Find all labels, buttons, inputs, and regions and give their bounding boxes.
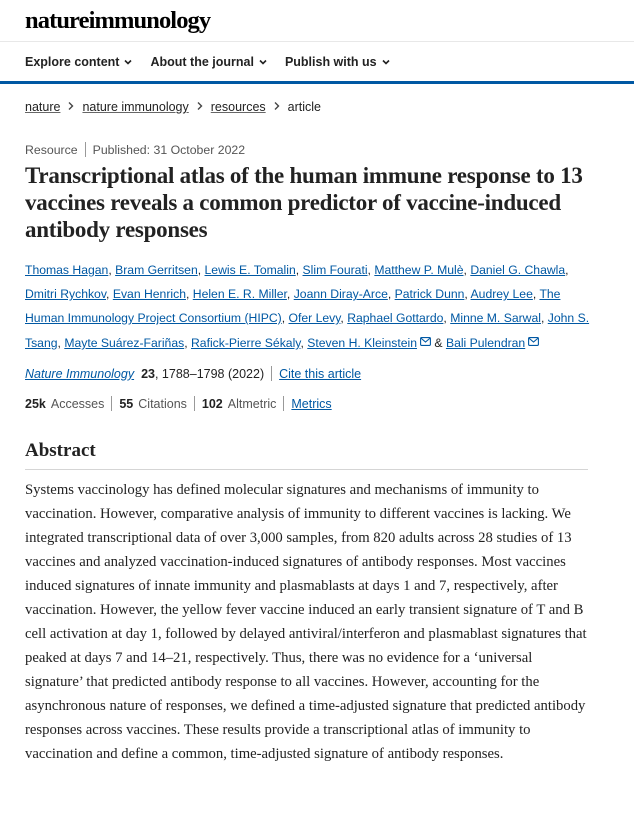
citations-label: Citations <box>138 396 187 411</box>
metric-divider <box>111 396 112 411</box>
altmetric-label: Altmetric <box>227 396 277 411</box>
author-link[interactable]: John S. Tsang <box>25 311 590 350</box>
accesses-count: 25k <box>25 396 46 411</box>
metric-divider <box>194 396 195 411</box>
mail-icon[interactable] <box>528 330 539 339</box>
chevron-right-icon <box>193 100 207 114</box>
author-link[interactable]: Lewis E. Tomalin <box>204 263 296 277</box>
author-link[interactable]: Mayte Suárez-Fariñas <box>64 336 185 350</box>
author-link[interactable]: Matthew P. Mulè <box>374 263 464 277</box>
meta-divider <box>85 142 86 157</box>
journal-link[interactable]: Nature Immunology <box>25 366 135 381</box>
nav-label: Publish with us <box>284 54 377 69</box>
author-link[interactable]: Thomas Hagan <box>25 263 109 277</box>
breadcrumb-link-resources[interactable]: resources <box>210 100 266 114</box>
article-title: Transcriptional atlas of the human immune response to 13 vaccines reveals a common predictor of vaccine-induced antibody responses <box>25 163 583 242</box>
volume: 23 <box>141 366 155 381</box>
author-link[interactable]: Patrick Dunn <box>394 287 465 301</box>
chevron-down-icon <box>381 57 391 67</box>
abstract-heading: Abstract <box>25 440 588 470</box>
citation-line <box>25 366 361 381</box>
author-link[interactable]: Evan Henrich <box>112 287 186 301</box>
author-link[interactable]: Audrey Lee <box>470 287 533 301</box>
author-conjunction: & <box>434 336 443 350</box>
chevron-right-icon <box>270 100 284 114</box>
main-nav <box>0 42 634 84</box>
citations-count: 55 <box>119 396 134 411</box>
published-date: Published: 31 October 2022 <box>92 142 246 157</box>
nav-about-journal[interactable] <box>150 55 267 69</box>
accesses-label: Accesses <box>50 396 105 411</box>
author-link[interactable]: Slim Fourati <box>302 263 368 277</box>
chevron-down-icon <box>123 57 133 67</box>
site-header <box>0 0 634 42</box>
author-link[interactable]: Ofer Levy <box>288 311 341 325</box>
metric-divider <box>283 396 284 411</box>
author-link[interactable]: Bali Pulendran <box>445 336 526 350</box>
author-link[interactable]: Helen E. R. Miller <box>192 287 287 301</box>
author-link[interactable]: Raphael Gottardo <box>347 311 444 325</box>
author-list: Thomas Hagan, Bram Gerritsen, Lewis E. Tomalin, Slim Fourati, Matthew P. Mulè, Daniel G. Chawla, Dmitri Rychkov, Evan Henrich, Helen E. R. Miller, Joann Diray-Arce, Patrick Dunn, Audrey Lee, The Human Immunology Project Consortium (HIPC), Ofer Levy, Raphael Gottardo, Minne M. Sarwal, John S. Tsang, Mayte Suárez-Fariñas, Rafick-Pierre Sékaly, Steven H. Kleinstein & Bali Pulendran <box>25 263 590 350</box>
metrics-link[interactable]: Metrics <box>291 396 332 411</box>
breadcrumb-current: article <box>287 100 321 114</box>
logo-word-nature: nature <box>25 7 89 34</box>
breadcrumb-link-journal[interactable]: nature immunology <box>82 100 189 114</box>
article-type: Resource <box>25 142 78 157</box>
pages-year: , 1788–1798 (2022) <box>154 366 265 381</box>
author-link[interactable]: Bram Gerritsen <box>115 263 198 277</box>
author-link[interactable]: Steven H. Kleinstein <box>307 336 418 350</box>
logo-word-immunology: immunology <box>88 7 211 34</box>
breadcrumb-link-nature[interactable]: nature <box>25 100 61 114</box>
altmetric-score: 102 <box>201 396 223 411</box>
author-link[interactable]: Daniel G. Chawla <box>470 263 566 277</box>
chevron-down-icon <box>258 57 268 67</box>
breadcrumb <box>25 100 321 114</box>
author-link[interactable]: The Human Immunology Project Consortium (HIPC) <box>25 287 561 325</box>
metrics-bar <box>25 396 332 411</box>
nav-label: Explore content <box>25 54 120 69</box>
meta-divider <box>271 366 272 381</box>
nav-explore-content[interactable] <box>25 55 133 69</box>
nav-label: About the journal <box>150 54 254 69</box>
abstract-text: Systems vaccinology has defined molecular signatures and mechanisms of immunity to vaccination. However, comparative analysis of immunity to different vaccines is lacking. We integrated transcriptional data of over 3,000 samples, from 820 adults across 28 studies of 13 vaccines and analyzed vaccination-induced signatures of antibody responses. Most vaccines induced signatures of innate immunity and plasmablasts at days 1 and 7, respectively, after vaccination. However, the yellow fever vaccine induced an early transient signature of T and B cell activation at day 1, followed by delayed antiviral/interferon and plasmablast signatures that peaked at days 7 and 14–21, respectively. Thus, there was no evidence for a ‘universal signature’ that predicted antibody response to all vaccines. However, accounting for the asynchronous nature of responses, we defined a time-adjusted signature that predicted antibody responses across vaccines. These results provide a transcriptional atlas of immunity to vaccination and define a common, time-adjusted signature of antibody responses. <box>25 482 587 762</box>
mail-icon[interactable] <box>420 330 431 339</box>
chevron-right-icon <box>64 100 78 114</box>
author-link[interactable]: Rafick-Pierre Sékaly <box>190 336 301 350</box>
author-link[interactable]: Dmitri Rychkov <box>25 287 107 301</box>
author-link[interactable]: Joann Diray-Arce <box>293 287 388 301</box>
nav-publish-with-us[interactable] <box>285 55 391 69</box>
cite-this-article-link[interactable]: Cite this article <box>279 366 362 381</box>
article-meta <box>25 142 245 157</box>
journal-logo[interactable] <box>25 7 210 34</box>
author-link[interactable]: Minne M. Sarwal <box>450 311 541 325</box>
